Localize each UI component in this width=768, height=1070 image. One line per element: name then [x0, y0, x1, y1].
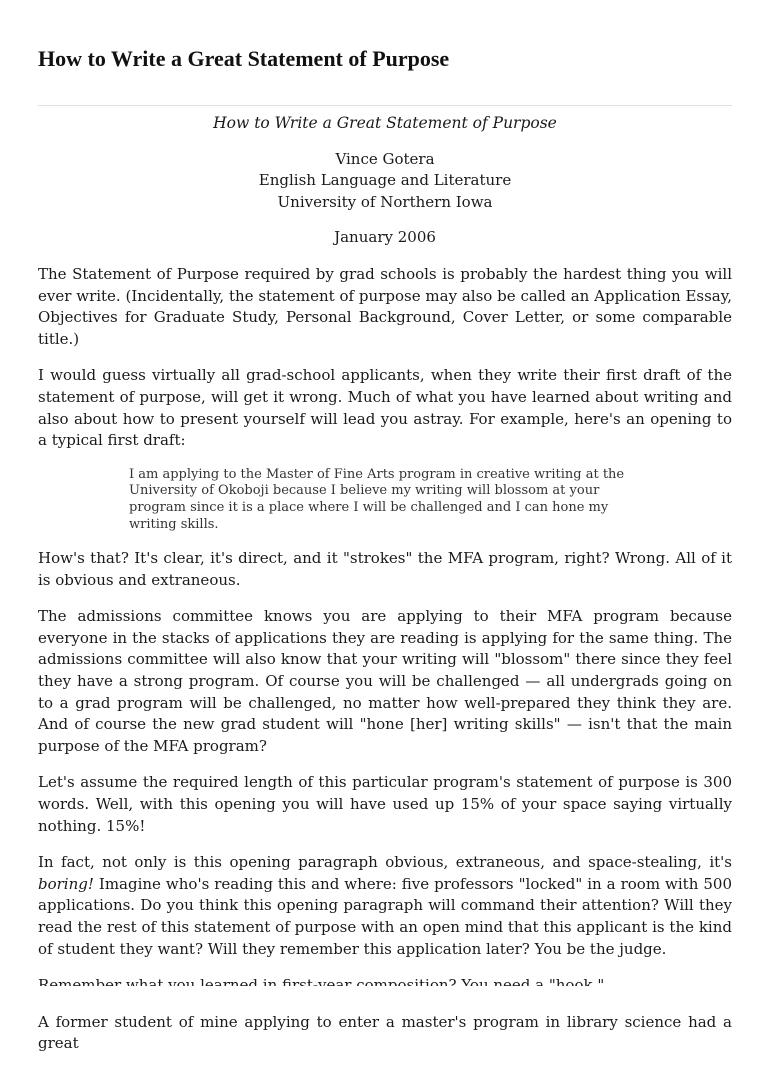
document-title: How to Write a Great Statement of Purpose: [213, 114, 557, 132]
paragraph-boring: [38, 852, 732, 960]
author-institution: University of Northern Iowa: [277, 192, 493, 211]
document-body: [38, 113, 732, 1070]
boring-text-after: Imagine who's reading this and where: five professors "locked" in a room with 500 applications. Do you think this opening paragraph will command their attention? Will they read the rest of this statement of purpose with an open mind that this applicant is the kind of student they want? Will they remember this application later? You be the judge.: [38, 874, 732, 958]
paragraph-intro: The Statement of Purpose required by grad schools is probably the hardest thing you will ever write. (Incidentally, the statement of purpose may also be called an Application Essay, Objectives for Graduate Study, Personal Background, Cover Letter, or some comparable title.): [38, 264, 732, 348]
author-department: English Language and Literature: [258, 171, 512, 190]
header-divider: [38, 105, 732, 106]
boring-text-before: In fact, not only is this opening paragraph obvious, extraneous, and space-stealing, it's: [38, 853, 732, 872]
author-name: Vince Gotera: [335, 149, 435, 168]
paragraph-admissions-committee: The admissions committee knows you are applying to their MFA program because everyone in the stacks of applications they are reading is applying for the same thing. The admissions committee will also know that your writing will "blossom" there since they feel they have a strong program. Of course you will be challenged — all undergrads going on to a grad program will be challenged, no matter how well-prepared they think they are. And of course the new grad student will "hone [her] writing skills" — isn't that the main purpose of the MFA program?: [38, 607, 732, 755]
sample-opening-quote: I am applying to the Master of Fine Arts program in creative writing at the University of Okoboji because I believe my writing will blossom at your program since it is a place where I will be challenged and I can hone my writing skills.: [129, 466, 625, 532]
page-title: How to Write a Great Statement of Purpose: [38, 46, 450, 71]
paragraph-hows-that: How's that? It's clear, it's direct, and it "strokes" the MFA program, right? Wrong. All of it is obvious and extraneous.: [38, 549, 732, 589]
boring-emphasis: boring!: [38, 874, 94, 893]
page-bottom-crop: [38, 986, 732, 998]
paragraph-former-student: A former student of mine applying to enter a master's program in library science had a great: [38, 1012, 732, 1053]
paragraph-word-count: Let's assume the required length of this particular program's statement of purpose is 300 words. Well, with this opening you will have used up 15% of your space saying virtually nothing. 15%!: [38, 773, 732, 835]
document-date: January 2006: [334, 228, 436, 247]
paragraph-first-draft: I would guess virtually all grad-school applicants, when they write their first draft of the statement of purpose, will get it wrong. Much of what you have learned about writing and also about how to present yourself will lead you astray. For example, here's an opening to a typical first draft:: [38, 366, 732, 450]
